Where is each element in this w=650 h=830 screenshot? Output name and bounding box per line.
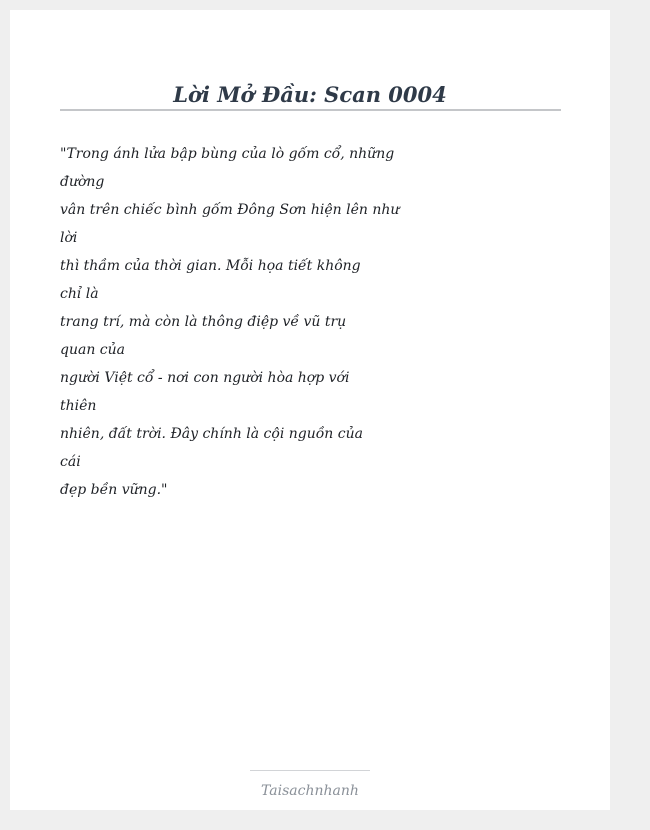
text-line: thiên [60, 398, 97, 414]
text-line: đẹp bền vững." [60, 482, 168, 498]
title-divider [60, 109, 561, 111]
text-line: người Việt cổ - nơi con người hòa hợp với [60, 370, 350, 386]
footer-source: Taisachnhanh [261, 783, 359, 799]
text-line: thì thầm của thời gian. Mỗi họa tiết không [60, 258, 361, 274]
document-page [10, 10, 610, 810]
text-line: nhiên, đất trời. Đây chính là cội nguồn của [60, 426, 363, 442]
body-text [60, 142, 400, 506]
footer-divider [250, 770, 370, 771]
text-line: quan của [60, 342, 125, 358]
text-line: lời [60, 230, 78, 246]
page-title: Lời Mở Đầu: Scan 0004 [173, 82, 447, 107]
text-line: vân trên chiếc bình gốm Đông Sơn hiện lên như [60, 202, 400, 218]
text-line: đường [60, 174, 105, 190]
text-line: trang trí, mà còn là thông điệp về vũ trụ [60, 314, 347, 330]
text-line: chỉ là [60, 286, 99, 302]
text-line: "Trong ánh lửa bập bùng của lò gốm cổ, những [60, 146, 395, 162]
text-line: cái [60, 454, 81, 470]
